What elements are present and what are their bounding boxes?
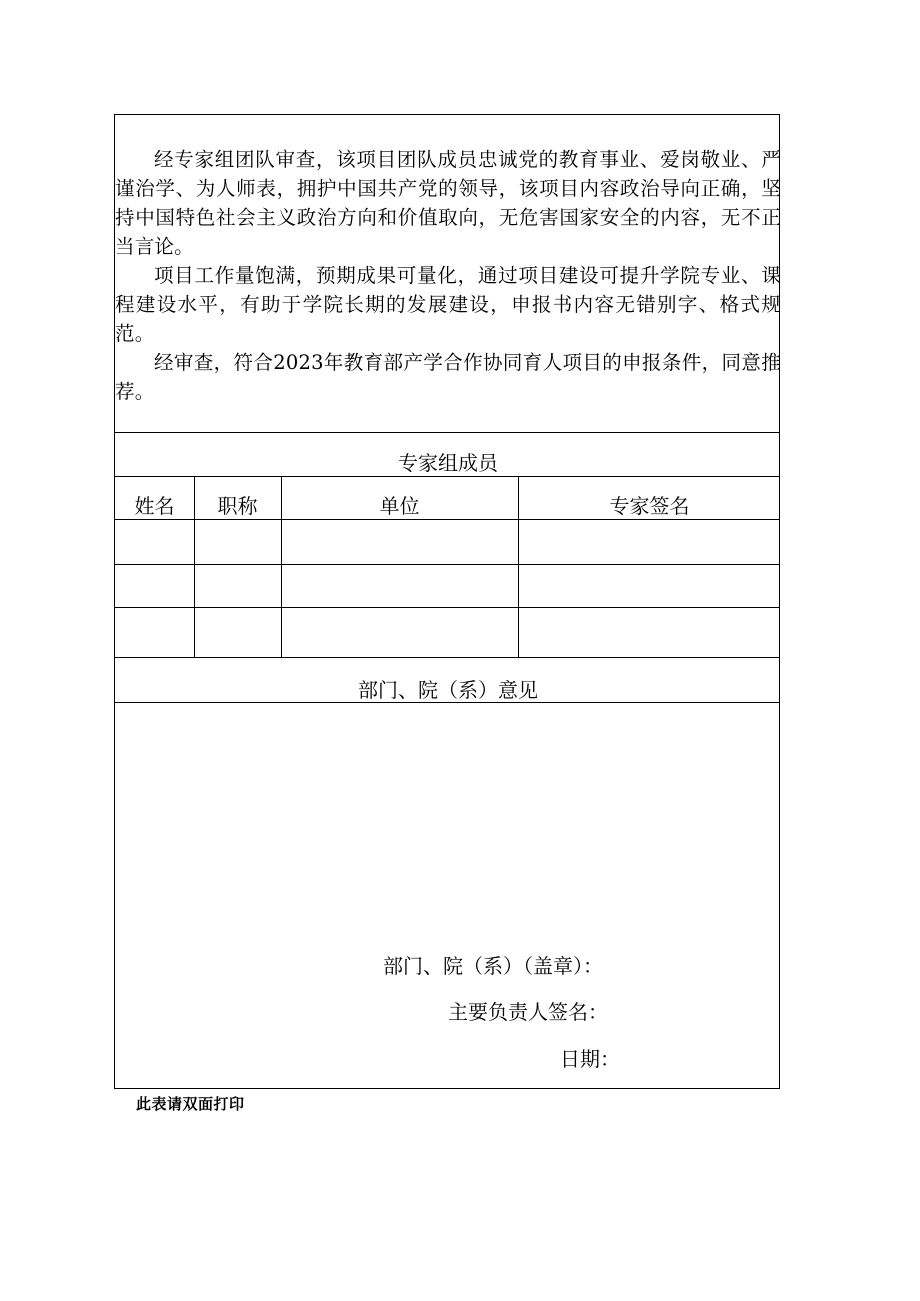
divider-line bbox=[115, 432, 779, 433]
divider-line bbox=[115, 476, 779, 477]
review-opinion bbox=[115, 145, 781, 406]
print-note: 此表请双面打印 bbox=[136, 1095, 245, 1113]
divider-line bbox=[115, 519, 779, 520]
leader-signature-label: 主要负责人签名： bbox=[448, 1000, 608, 1024]
department-opinion-title: 部门、院（系）意见 bbox=[358, 678, 538, 702]
date-label: 日期： bbox=[560, 1047, 620, 1071]
divider-line bbox=[115, 657, 779, 658]
review-paragraph-1: 经专家组团队审查，该项目团队成员忠诚党的教育事业、爱岗敬业、严谨治学、为人师表，拥护中国共产党的领导，该项目内容政治导向正确，坚持中国特色社会主义政治方向和价值取向，无危害国家安全的内容，无不正当言论。 bbox=[115, 148, 781, 258]
review-form bbox=[114, 114, 780, 1089]
header-name: 姓名 bbox=[134, 494, 175, 518]
divider-line bbox=[115, 564, 779, 565]
header-signature: 专家签名 bbox=[609, 494, 690, 518]
header-title: 职称 bbox=[217, 494, 258, 518]
review-paragraph-2: 项目工作量饱满，预期成果可量化，通过项目建设可提升学院专业、课程建设水平，有助于学院长期的发展建设，申报书内容无错别字、格式规范。 bbox=[115, 264, 781, 345]
department-seal-label: 部门、院（系）（盖章）： bbox=[383, 954, 603, 978]
divider-line bbox=[115, 702, 779, 703]
header-organization: 单位 bbox=[379, 494, 420, 518]
review-paragraph-3: 经审查，符合2023年教育部产学合作协同育人项目的申报条件，同意推荐。 bbox=[115, 351, 781, 403]
divider-line bbox=[115, 607, 779, 608]
experts-title: 专家组成员 bbox=[398, 451, 498, 475]
